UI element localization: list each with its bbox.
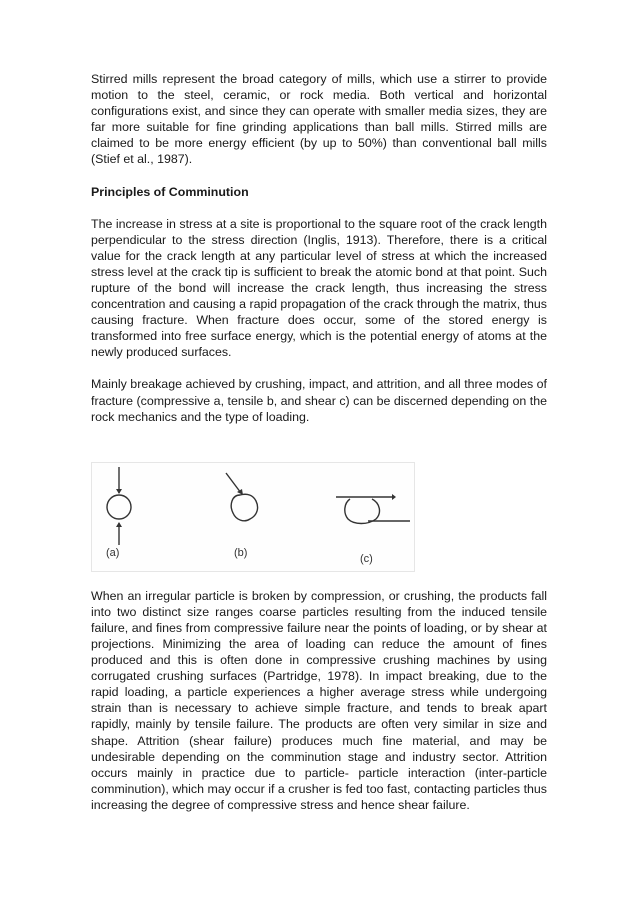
figure-label-a: (a): [106, 546, 120, 559]
paragraph-fracture-modes: Mainly breakage achieved by crushing, impact, and attrition, and all three modes of fracture (compressive a, tensile b, and shear c) can be discerned depending on the rock mechanics and the type of loading.: [91, 377, 547, 424]
paragraph-stirred-mills: Stirred mills represent the broad category of mills, which use a stirrer to provide motion to the steel, ceramic, or rock media. Both vertical and horizontal configurations exist, and since they can operate with smaller media sizes, they are far more suitable for fine grinding applications than ball mills. Stirred mills are claimed to be more energy efficient (by up to 50%) than conventional ball mills (Stief et al., 1987).: [91, 72, 547, 167]
document-page: [91, 71, 547, 813]
compressive-fracture-illustration: [107, 467, 131, 545]
section-heading: Principles of Comminution: [91, 184, 249, 199]
figure-label-c: (c): [360, 552, 373, 565]
paragraph-crack-stress: The increase in stress at a site is proportional to the square root of the crack length perpendicular to the stress direction (Inglis, 1913). Therefore, there is a critical value for the crack length at any particular level of stress at which the increased stress level at the crack tip is sufficient to break the atomic bond at that point. Such rupture of the bond will increase the crack length, thus increasing the stress concentration and causing a rapid propagation of the crack through the matrix, thus causing fracture. When fracture does occur, some of the stored energy is transformed into free surface energy, which is the potential energy of atoms at the newly produced surfaces.: [91, 216, 547, 360]
tensile-fracture-illustration: [226, 473, 258, 521]
shear-fracture-illustration: [336, 494, 410, 524]
fracture-modes-figure: [91, 462, 415, 572]
figure-label-b: (b): [234, 546, 248, 559]
paragraph-breakage-types: When an irregular particle is broken by compression, or crushing, the products fall into two distinct size ranges coarse particles resulting from the induced tensile failure, and fines from compressive failure near the points of loading, or by shear at projections. Minimizing the area of loading can reduce the amount of fines produced and this is often done in compressive crushing machines by using corrugated crushing surfaces (Partridge, 1978). In impact breaking, due to the rapid loading, a particle experiences a higher average stress while undergoing strain than is necessary to achieve simple fracture, and tends to break apart rapidly, mainly by tensile failure. The products are often very similar in size and shape. Attrition (shear failure) produces much fine material, and may be undesirable depending on the comminution stage and industry sector. Attrition occurs mainly in practice due to particle- particle interaction (inter-particle comminution), which may occur if a crusher is fed too fast, contacting particles thus increasing the degree of compressive stress and hence shear failure.: [91, 588, 547, 812]
